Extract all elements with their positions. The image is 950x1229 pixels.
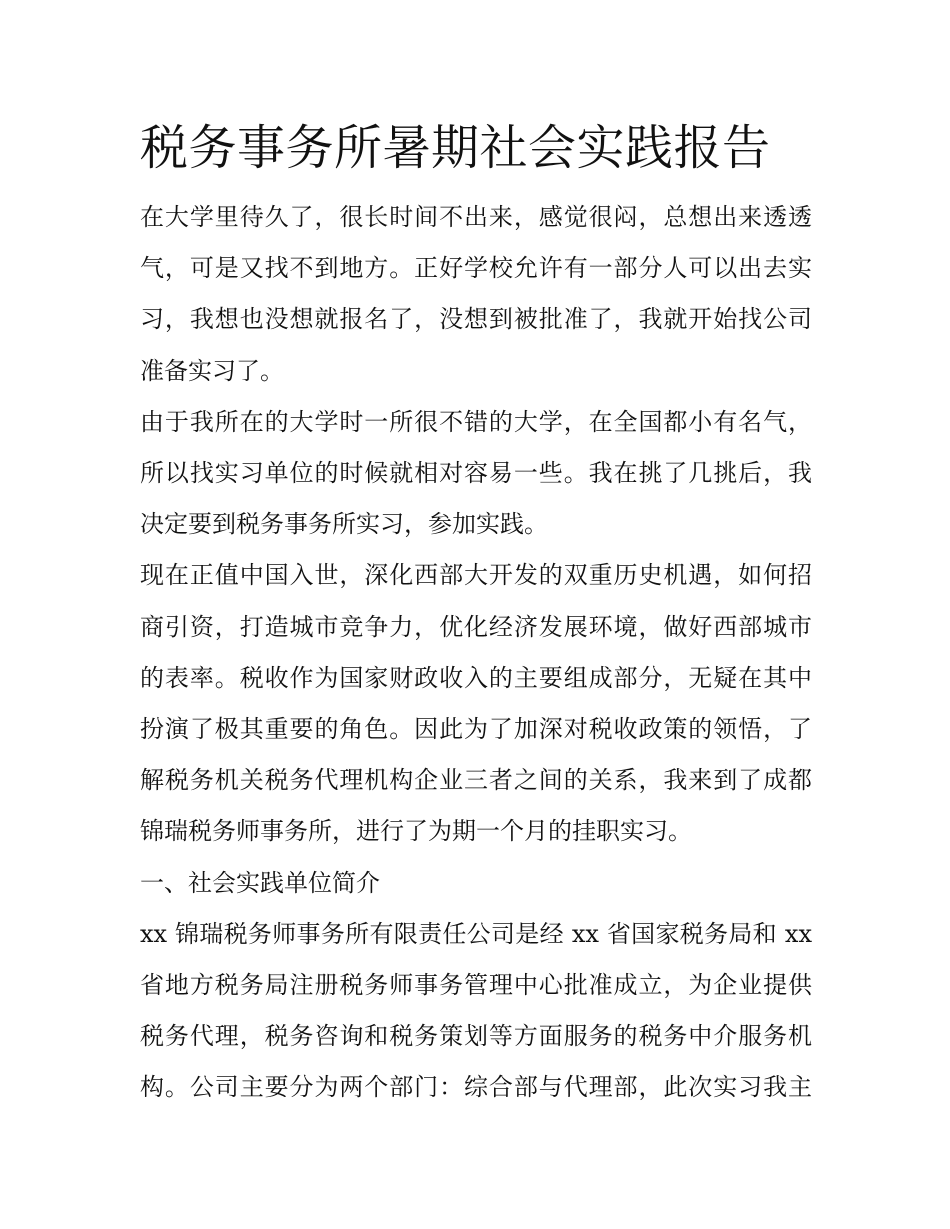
text-line: 在大学里待久了，很长时间不出来，感觉很闷，总想出来透透	[140, 203, 812, 231]
text-line: 一、社会实践单位简介	[140, 868, 380, 897]
text-line: 气，可是又找不到地方。正好学校允许有一部分人可以出去实	[140, 254, 812, 283]
document-body	[140, 116, 812, 1114]
paragraph	[140, 550, 812, 857]
text-line: 锦瑞税务师事务所，进行了为期一个月的挂职实习。	[140, 817, 692, 846]
text-line: 扮演了极其重要的角色。因此为了加深对税收政策的领悟，了	[140, 715, 812, 744]
section-heading	[140, 858, 812, 909]
text-line: 习，我想也没想就报名了，没想到被批准了，我就开始找公司	[140, 305, 812, 334]
text-line: 由于我所在的大学时一所很不错的大学，在全国都小有名气，	[140, 407, 812, 436]
paragraph	[140, 192, 812, 397]
paragraph	[140, 397, 812, 551]
text-line: 的表率。税收作为国家财政收入的主要组成部分，无疑在其中	[140, 663, 812, 692]
text-line: 所以找实习单位的时候就相对容易一些。我在挑了几挑后，我	[140, 459, 812, 488]
text-line: 省地方税务局注册税务师事务管理中心批准成立，为企业提供	[140, 971, 812, 1000]
paragraph	[140, 909, 812, 1114]
document-title: 税务事务所暑期社会实践报告	[140, 120, 771, 176]
text-line: 决定要到税务事务所实习，参加实践。	[140, 510, 548, 539]
text-line: 构。公司主要分为两个部门：综合部与代理部，此次实习我主	[140, 1073, 812, 1102]
text-line: 解税务机关税务代理机构企业三者之间的关系，我来到了成都	[140, 766, 812, 795]
text-line: 商引资，打造城市竞争力，优化经济发展环境，做好西部城市	[140, 612, 812, 641]
text-line: xx 锦瑞税务师事务所有限责任公司是经 xx 省国家税务局和 xx	[140, 919, 812, 948]
text-line: 准备实习了。	[140, 356, 284, 385]
text-line: 税务代理，税务咨询和税务策划等方面服务的税务中介服务机	[140, 1022, 812, 1051]
text-line: 现在正值中国入世，深化西部大开发的双重历史机遇，如何招	[140, 561, 812, 590]
